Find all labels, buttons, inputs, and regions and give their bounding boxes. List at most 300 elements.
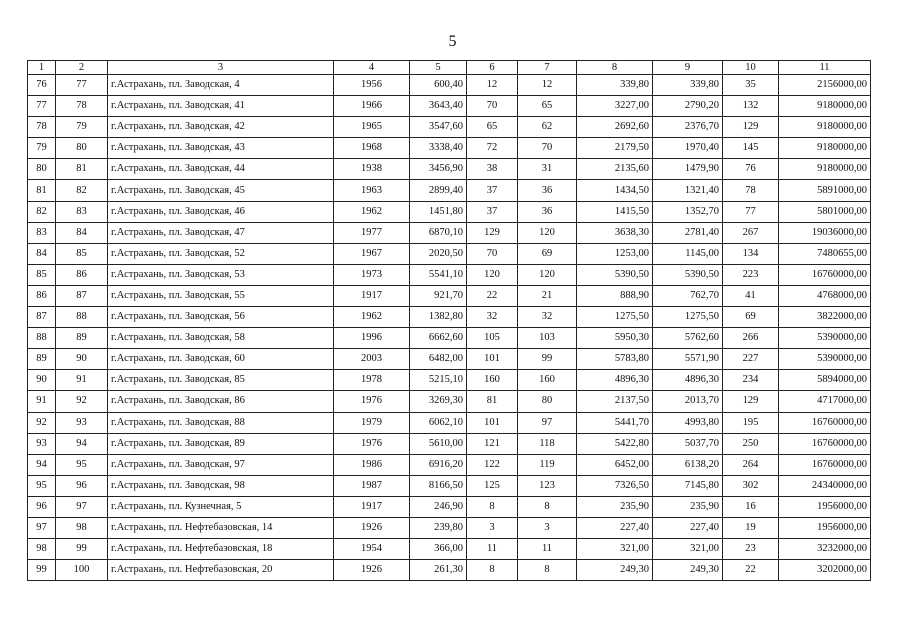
table-cell-col-2: 94: [56, 433, 108, 454]
table-cell-col-3: г.Астрахань, пл. Заводская, 97: [108, 454, 334, 475]
table-cell-col-1: 79: [28, 138, 56, 159]
table-cell-col-4: 1917: [334, 285, 410, 306]
table-cell-col-6: 12: [467, 75, 518, 96]
table-cell-col-1: 76: [28, 75, 56, 96]
table-cell-col-8: 6452,00: [577, 454, 653, 475]
table-cell-col-7: 11: [518, 539, 577, 560]
table-cell-col-11: 4768000,00: [779, 285, 871, 306]
table-cell-col-8: 2137,50: [577, 391, 653, 412]
table-cell-col-2: 81: [56, 159, 108, 180]
table-cell-col-7: 123: [518, 475, 577, 496]
table-cell-col-11: 9180000,00: [779, 96, 871, 117]
table-cell-col-10: 41: [723, 285, 779, 306]
table-cell-col-3: г.Астрахань, пл. Заводская, 4: [108, 75, 334, 96]
table-cell-col-7: 8: [518, 496, 577, 517]
table-cell-col-11: 16760000,00: [779, 264, 871, 285]
table-cell-col-7: 120: [518, 222, 577, 243]
table-cell-col-8: 5422,80: [577, 433, 653, 454]
table-cell-col-8: 3227,00: [577, 96, 653, 117]
table-cell-col-2: 89: [56, 328, 108, 349]
table-cell-col-3: г.Астрахань, пл. Заводская, 86: [108, 391, 334, 412]
table-cell-col-4: 1965: [334, 117, 410, 138]
table-cell-col-5: 3547,60: [410, 117, 467, 138]
table-cell-col-7: 65: [518, 96, 577, 117]
page-number: 5: [448, 33, 457, 50]
column-header-2: 2: [56, 61, 108, 75]
table-row: [28, 96, 871, 117]
table-cell-col-10: 267: [723, 222, 779, 243]
table-row: [28, 264, 871, 285]
table-cell-col-6: 160: [467, 370, 518, 391]
table-cell-col-5: 5541,10: [410, 264, 467, 285]
table-cell-col-1: 82: [28, 201, 56, 222]
table-cell-col-7: 103: [518, 328, 577, 349]
table-cell-col-6: 38: [467, 159, 518, 180]
table-cell-col-2: 92: [56, 391, 108, 412]
table-cell-col-9: 5762,60: [653, 328, 723, 349]
table-cell-col-11: 9180000,00: [779, 117, 871, 138]
table-cell-col-6: 105: [467, 328, 518, 349]
table-cell-col-7: 8: [518, 560, 577, 581]
table-cell-col-8: 1253,00: [577, 243, 653, 264]
table-cell-col-11: 9180000,00: [779, 159, 871, 180]
table-cell-col-10: 264: [723, 454, 779, 475]
table-cell-col-4: 1917: [334, 496, 410, 517]
table-cell-col-8: 2692,60: [577, 117, 653, 138]
column-header-10: 10: [723, 61, 779, 75]
table-cell-col-10: 227: [723, 349, 779, 370]
table-cell-col-10: 266: [723, 328, 779, 349]
table-cell-col-10: 19: [723, 517, 779, 538]
table-cell-col-11: 1956000,00: [779, 517, 871, 538]
table-cell-col-2: 79: [56, 117, 108, 138]
table-cell-col-8: 1434,50: [577, 180, 653, 201]
table-cell-col-10: 250: [723, 433, 779, 454]
table-body: [28, 75, 871, 581]
table-cell-col-6: 81: [467, 391, 518, 412]
table-cell-col-1: 95: [28, 475, 56, 496]
table-cell-col-4: 1938: [334, 159, 410, 180]
table-cell-col-1: 97: [28, 517, 56, 538]
table-cell-col-1: 88: [28, 328, 56, 349]
table-cell-col-6: 121: [467, 433, 518, 454]
table-cell-col-4: 1973: [334, 264, 410, 285]
table-cell-col-5: 6482,00: [410, 349, 467, 370]
table-cell-col-11: 9180000,00: [779, 138, 871, 159]
column-header-3: 3: [108, 61, 334, 75]
table-cell-col-11: 16760000,00: [779, 412, 871, 433]
table-row: [28, 75, 871, 96]
table-cell-col-5: 8166,50: [410, 475, 467, 496]
table-cell-col-5: 3643,40: [410, 96, 467, 117]
table-cell-col-7: 118: [518, 433, 577, 454]
table-cell-col-4: 1963: [334, 180, 410, 201]
table-cell-col-8: 227,40: [577, 517, 653, 538]
column-header-8: 8: [577, 61, 653, 75]
table-cell-col-7: 36: [518, 201, 577, 222]
table-cell-col-5: 6870,10: [410, 222, 467, 243]
table-cell-col-1: 96: [28, 496, 56, 517]
table-cell-col-8: 339,80: [577, 75, 653, 96]
table-cell-col-4: 1967: [334, 243, 410, 264]
table-cell-col-9: 4993,80: [653, 412, 723, 433]
table-cell-col-5: 246,90: [410, 496, 467, 517]
table-cell-col-4: 1976: [334, 391, 410, 412]
table-cell-col-3: г.Астрахань, пл. Заводская, 89: [108, 433, 334, 454]
table-cell-col-6: 37: [467, 201, 518, 222]
table-cell-col-10: 134: [723, 243, 779, 264]
table-cell-col-9: 1145,00: [653, 243, 723, 264]
table-cell-col-1: 83: [28, 222, 56, 243]
column-header-4: 4: [334, 61, 410, 75]
table-cell-col-2: 98: [56, 517, 108, 538]
table-cell-col-11: 3232000,00: [779, 539, 871, 560]
column-header-6: 6: [467, 61, 518, 75]
table-cell-col-7: 99: [518, 349, 577, 370]
table-cell-col-3: г.Астрахань, пл. Заводская, 46: [108, 201, 334, 222]
table-cell-col-3: г.Астрахань, пл. Заводская, 60: [108, 349, 334, 370]
table-cell-col-8: 1275,50: [577, 307, 653, 328]
table-cell-col-1: 94: [28, 454, 56, 475]
table-cell-col-2: 90: [56, 349, 108, 370]
table-cell-col-9: 2013,70: [653, 391, 723, 412]
table-cell-col-9: 2376,70: [653, 117, 723, 138]
table-cell-col-9: 2790,20: [653, 96, 723, 117]
table-cell-col-9: 249,30: [653, 560, 723, 581]
table-cell-col-4: 1978: [334, 370, 410, 391]
table-cell-col-6: 8: [467, 496, 518, 517]
table-cell-col-3: г.Астрахань, пл. Заводская, 98: [108, 475, 334, 496]
table-cell-col-6: 122: [467, 454, 518, 475]
table-cell-col-9: 2781,40: [653, 222, 723, 243]
table-cell-col-8: 4896,30: [577, 370, 653, 391]
table-cell-col-7: 97: [518, 412, 577, 433]
table-cell-col-7: 62: [518, 117, 577, 138]
table-cell-col-6: 101: [467, 412, 518, 433]
table-cell-col-5: 3338,40: [410, 138, 467, 159]
table-row: [28, 159, 871, 180]
table-cell-col-3: г.Астрахань, пл. Нефтебазовская, 14: [108, 517, 334, 538]
table-cell-col-8: 888,90: [577, 285, 653, 306]
table-cell-col-5: 2020,50: [410, 243, 467, 264]
table-cell-col-10: 76: [723, 159, 779, 180]
column-header-7: 7: [518, 61, 577, 75]
table-cell-col-8: 235,90: [577, 496, 653, 517]
column-header-5: 5: [410, 61, 467, 75]
table-cell-col-7: 31: [518, 159, 577, 180]
table-cell-col-5: 921,70: [410, 285, 467, 306]
table-cell-col-5: 6916,20: [410, 454, 467, 475]
table-row: [28, 412, 871, 433]
table-cell-col-4: 1996: [334, 328, 410, 349]
table-cell-col-9: 4896,30: [653, 370, 723, 391]
table-cell-col-9: 1275,50: [653, 307, 723, 328]
table-cell-col-4: 1926: [334, 517, 410, 538]
table-cell-col-4: 1956: [334, 75, 410, 96]
table-cell-col-6: 22: [467, 285, 518, 306]
table-cell-col-8: 5950,30: [577, 328, 653, 349]
table-cell-col-6: 70: [467, 96, 518, 117]
table-cell-col-8: 5783,80: [577, 349, 653, 370]
table-cell-col-7: 70: [518, 138, 577, 159]
table-cell-col-5: 1382,80: [410, 307, 467, 328]
table-cell-col-6: 72: [467, 138, 518, 159]
table-cell-col-3: г.Астрахань, пл. Заводская, 53: [108, 264, 334, 285]
table-cell-col-11: 3202000,00: [779, 560, 871, 581]
table-row: [28, 138, 871, 159]
table-cell-col-9: 339,80: [653, 75, 723, 96]
table-cell-col-6: 120: [467, 264, 518, 285]
table-cell-col-10: 77: [723, 201, 779, 222]
table-cell-col-1: 93: [28, 433, 56, 454]
table-row: [28, 349, 871, 370]
table-cell-col-11: 3822000,00: [779, 307, 871, 328]
table-cell-col-4: 1987: [334, 475, 410, 496]
table-cell-col-2: 85: [56, 243, 108, 264]
table-cell-col-10: 22: [723, 560, 779, 581]
table-cell-col-10: 223: [723, 264, 779, 285]
table-cell-col-8: 249,30: [577, 560, 653, 581]
table-cell-col-9: 1479,90: [653, 159, 723, 180]
table-cell-col-8: 1415,50: [577, 201, 653, 222]
table-cell-col-4: 1968: [334, 138, 410, 159]
table-cell-col-5: 6662,60: [410, 328, 467, 349]
table-cell-col-1: 87: [28, 307, 56, 328]
table-row: [28, 328, 871, 349]
table-cell-col-3: г.Астрахань, пл. Заводская, 88: [108, 412, 334, 433]
table-cell-col-9: 5390,50: [653, 264, 723, 285]
table-cell-col-6: 32: [467, 307, 518, 328]
table-cell-col-3: г.Астрахань, пл. Нефтебазовская, 18: [108, 539, 334, 560]
table-row: [28, 285, 871, 306]
table-cell-col-2: 84: [56, 222, 108, 243]
table-cell-col-9: 762,70: [653, 285, 723, 306]
table-cell-col-9: 227,40: [653, 517, 723, 538]
table-cell-col-7: 36: [518, 180, 577, 201]
table-row: [28, 391, 871, 412]
table-cell-col-5: 5215,10: [410, 370, 467, 391]
table-cell-col-6: 11: [467, 539, 518, 560]
table-row: [28, 243, 871, 264]
table-row: [28, 433, 871, 454]
table-cell-col-11: 5390000,00: [779, 328, 871, 349]
table-cell-col-8: 7326,50: [577, 475, 653, 496]
table-cell-col-10: 69: [723, 307, 779, 328]
table-cell-col-10: 132: [723, 96, 779, 117]
table-cell-col-3: г.Астрахань, пл. Заводская, 45: [108, 180, 334, 201]
table-cell-col-4: 1966: [334, 96, 410, 117]
table-cell-col-1: 78: [28, 117, 56, 138]
table-cell-col-9: 1321,40: [653, 180, 723, 201]
column-header-1: 1: [28, 61, 56, 75]
header-row: [28, 61, 871, 75]
table-cell-col-1: 77: [28, 96, 56, 117]
table-cell-col-1: 98: [28, 539, 56, 560]
table-cell-col-2: 86: [56, 264, 108, 285]
table-cell-col-2: 99: [56, 539, 108, 560]
table-row: [28, 517, 871, 538]
table-cell-col-1: 85: [28, 264, 56, 285]
table-cell-col-5: 366,00: [410, 539, 467, 560]
table-cell-col-11: 5801000,00: [779, 201, 871, 222]
table-cell-col-2: 100: [56, 560, 108, 581]
table-cell-col-2: 91: [56, 370, 108, 391]
table-cell-col-2: 95: [56, 454, 108, 475]
table-cell-col-4: 1954: [334, 539, 410, 560]
table-cell-col-9: 6138,20: [653, 454, 723, 475]
table-cell-col-11: 7480655,00: [779, 243, 871, 264]
table-cell-col-11: 5894000,00: [779, 370, 871, 391]
table-row: [28, 560, 871, 581]
table-cell-col-2: 80: [56, 138, 108, 159]
table-row: [28, 475, 871, 496]
table-cell-col-5: 2899,40: [410, 180, 467, 201]
table-cell-col-1: 81: [28, 180, 56, 201]
table-cell-col-6: 65: [467, 117, 518, 138]
table-cell-col-10: 129: [723, 391, 779, 412]
table-cell-col-9: 5571,90: [653, 349, 723, 370]
table-cell-col-3: г.Астрахань, пл. Заводская, 44: [108, 159, 334, 180]
table-cell-col-1: 99: [28, 560, 56, 581]
table-cell-col-1: 92: [28, 412, 56, 433]
table-row: [28, 307, 871, 328]
table-cell-col-5: 1451,80: [410, 201, 467, 222]
table-cell-col-8: 5441,70: [577, 412, 653, 433]
table-cell-col-6: 37: [467, 180, 518, 201]
table-cell-col-3: г.Астрахань, пл. Заводская, 58: [108, 328, 334, 349]
table-cell-col-2: 88: [56, 307, 108, 328]
table-cell-col-11: 2156000,00: [779, 75, 871, 96]
table-cell-col-3: г.Астрахань, пл. Заводская, 43: [108, 138, 334, 159]
table-cell-col-4: 2003: [334, 349, 410, 370]
table-row: [28, 201, 871, 222]
table-cell-col-2: 77: [56, 75, 108, 96]
table-cell-col-4: 1962: [334, 307, 410, 328]
table-cell-col-7: 12: [518, 75, 577, 96]
table-cell-col-10: 23: [723, 539, 779, 560]
table-cell-col-5: 239,80: [410, 517, 467, 538]
table-cell-col-5: 5610,00: [410, 433, 467, 454]
table-cell-col-10: 195: [723, 412, 779, 433]
table-cell-col-11: 1956000,00: [779, 496, 871, 517]
table-cell-col-6: 8: [467, 560, 518, 581]
table-cell-col-4: 1979: [334, 412, 410, 433]
table-cell-col-11: 19036000,00: [779, 222, 871, 243]
table-cell-col-4: 1976: [334, 433, 410, 454]
table-cell-col-3: г.Астрахань, пл. Заводская, 56: [108, 307, 334, 328]
table-cell-col-6: 70: [467, 243, 518, 264]
table-cell-col-3: г.Астрахань, пл. Заводская, 47: [108, 222, 334, 243]
table-cell-col-11: 16760000,00: [779, 454, 871, 475]
table-cell-col-11: 24340000,00: [779, 475, 871, 496]
table-cell-col-3: г.Астрахань, пл. Заводская, 52: [108, 243, 334, 264]
table-cell-col-5: 6062,10: [410, 412, 467, 433]
table-cell-col-5: 261,30: [410, 560, 467, 581]
table-cell-col-4: 1986: [334, 454, 410, 475]
table-cell-col-4: 1926: [334, 560, 410, 581]
table-cell-col-8: 2179,50: [577, 138, 653, 159]
table-cell-col-7: 119: [518, 454, 577, 475]
table-cell-col-9: 5037,70: [653, 433, 723, 454]
table-cell-col-9: 1352,70: [653, 201, 723, 222]
table-cell-col-2: 82: [56, 180, 108, 201]
table-cell-col-4: 1962: [334, 201, 410, 222]
table-cell-col-8: 3638,30: [577, 222, 653, 243]
table-cell-col-9: 321,00: [653, 539, 723, 560]
table-cell-col-8: 5390,50: [577, 264, 653, 285]
table-cell-col-3: г.Астрахань, пл. Нефтебазовская, 20: [108, 560, 334, 581]
table-cell-col-10: 78: [723, 180, 779, 201]
table-cell-col-10: 302: [723, 475, 779, 496]
table-cell-col-11: 4717000,00: [779, 391, 871, 412]
table-cell-col-11: 5390000,00: [779, 349, 871, 370]
table-cell-col-10: 234: [723, 370, 779, 391]
table-cell-col-10: 145: [723, 138, 779, 159]
table-cell-col-6: 3: [467, 517, 518, 538]
table-cell-col-7: 120: [518, 264, 577, 285]
table-cell-col-11: 5891000,00: [779, 180, 871, 201]
table-cell-col-8: 321,00: [577, 539, 653, 560]
table-row: [28, 539, 871, 560]
table-cell-col-10: 35: [723, 75, 779, 96]
table-cell-col-9: 235,90: [653, 496, 723, 517]
table-cell-col-1: 86: [28, 285, 56, 306]
table-cell-col-6: 101: [467, 349, 518, 370]
table-cell-col-9: 7145,80: [653, 475, 723, 496]
table-row: [28, 180, 871, 201]
table-row: [28, 117, 871, 138]
table-cell-col-2: 93: [56, 412, 108, 433]
table-cell-col-3: г.Астрахань, пл. Заводская, 55: [108, 285, 334, 306]
table-row: [28, 496, 871, 517]
table-cell-col-7: 80: [518, 391, 577, 412]
table-cell-col-2: 96: [56, 475, 108, 496]
table-cell-col-7: 21: [518, 285, 577, 306]
table-cell-col-7: 3: [518, 517, 577, 538]
table-cell-col-3: г.Астрахань, пл. Заводская, 85: [108, 370, 334, 391]
table-cell-col-5: 3269,30: [410, 391, 467, 412]
table-cell-col-1: 84: [28, 243, 56, 264]
table-cell-col-2: 87: [56, 285, 108, 306]
table-cell-col-1: 80: [28, 159, 56, 180]
column-header-9: 9: [653, 61, 723, 75]
table-cell-col-7: 160: [518, 370, 577, 391]
table-row: [28, 222, 871, 243]
table-cell-col-2: 97: [56, 496, 108, 517]
table-cell-col-5: 600,40: [410, 75, 467, 96]
column-header-11: 11: [779, 61, 871, 75]
table-cell-col-7: 32: [518, 307, 577, 328]
table-cell-col-9: 1970,40: [653, 138, 723, 159]
table-cell-col-1: 90: [28, 370, 56, 391]
table-row: [28, 370, 871, 391]
table-cell-col-11: 16760000,00: [779, 433, 871, 454]
table-cell-col-6: 129: [467, 222, 518, 243]
table-cell-col-8: 2135,60: [577, 159, 653, 180]
data-table: [27, 60, 871, 581]
table-cell-col-4: 1977: [334, 222, 410, 243]
table-cell-col-6: 125: [467, 475, 518, 496]
table-cell-col-3: г.Астрахань, пл. Кузнечная, 5: [108, 496, 334, 517]
table-cell-col-10: 129: [723, 117, 779, 138]
table-cell-col-7: 69: [518, 243, 577, 264]
table-cell-col-5: 3456,90: [410, 159, 467, 180]
table-cell-col-1: 89: [28, 349, 56, 370]
table-cell-col-2: 83: [56, 201, 108, 222]
table-cell-col-3: г.Астрахань, пл. Заводская, 41: [108, 96, 334, 117]
table-cell-col-2: 78: [56, 96, 108, 117]
table-row: [28, 454, 871, 475]
